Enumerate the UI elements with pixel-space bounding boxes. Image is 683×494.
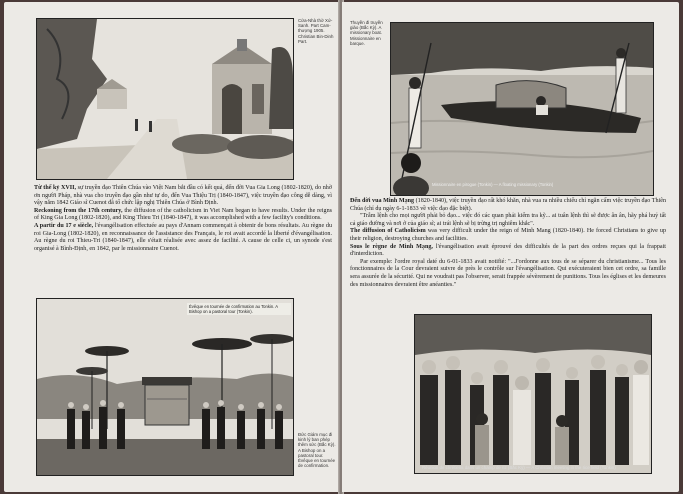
left-body-text: [34, 185, 332, 253]
procession-side-caption: Đức Giám mục đi kinh lý ban phép thêm sức (Bắc Kỳ). A Bishop on a pastoral tour. Évêque en tournée de confirmation.: [298, 432, 336, 469]
right-paragraph-vi: Đến đời vua Minh Mạng (1820-1840), việc truyền đạo rất khó khăn, nhà vua ra nhiều chiếu chỉ ngăn cấm việc truyền đạo Thiên Chúa (chỉ dụ ngày 6-1-1833 về việc đạo đặc biệt).: [350, 198, 666, 212]
right-paragraph-fr: Sous le règne de Minh Mạng, l'évangélisation avait éprouvé des difficultés de la part des ordres reçues qui la frappait d'interdiction.: [350, 243, 666, 258]
crowd-photo: [414, 314, 652, 474]
left-paragraph-en: Reckoning from the 17th century, the diffusion of the catholicism in Viet Nam began to have results. Under the reigns of King Gia Long (1802-1820), and King Thieu Tri (1840-1847), it was accomplished with a few facility's conditions.: [34, 207, 332, 222]
boat-bottom-caption: Missionnaire en pirogue (Tonkin) — A floating missionary (Tonkin): [432, 182, 554, 187]
boat-photo: [390, 22, 654, 196]
right-paragraph-vi-quote: "Trẫm lệnh cho mọi người phải bỏ đạo... việc đó các quan phải kiểm tra kỹ... ai tuân lệnh thì sẽ được ân ân, hãy phá huỷ tất cả giáo đường và nơi ở của giáo sĩ; ai trái lệnh sẽ bị trừng trị nghiêm khắc".: [350, 213, 666, 227]
right-body-text: [350, 198, 666, 289]
church-photo: [36, 18, 294, 180]
boat-photo-image: [391, 23, 653, 195]
left-paragraph-fr: A partir du 17 e siècle, l'évangélisation effectuée au pays d'Annam commençait à obtenir de bons résultats. Au règne du roi Gia-Long (1802-1820), en reconnaissance de l'assistance des Français, le roi avait accordé la liberté d'évangélisation. Au règne du roi Thieu-Tri (1840-1847), elle s'était réalisée avec assez de facilité. A cause de celle ci, un synode s'est organisé à Bình-Định, en 1842, par le missionnaire Cuenot.: [34, 222, 332, 252]
procession-inset-caption: Évêque en tournée de confirmation au Tonkin. A Bishop on a pastoral tour (Tonkin).: [187, 303, 291, 315]
boat-side-caption: Thuyền đi truyền giáo (Bắc Kỳ). A missionary boat. Missionnaire en barque.: [350, 20, 383, 46]
crowd-bottom-caption: Réunion de chrétiens dans un champ de riz (Bắc Kỳ) — A Christian meeting in the rice field (Tonkin): [422, 465, 616, 470]
church-photo-image: [37, 19, 293, 179]
right-page: [342, 2, 679, 492]
left-page: [4, 2, 340, 492]
church-photo-caption: Cửa-Nhà thờ Xứ-Sanh. Part Cam-thượng 1905. Christian Bin-Dinh Part.: [298, 18, 334, 44]
right-paragraph-en: The diffusion of Catholicism was very difficult under the reign of Minh Mang (1820-1840). He forced Christians to give up their religion, destroying churches and facilities.: [350, 228, 666, 242]
procession-photo-image: [37, 299, 293, 475]
crowd-photo-image: [415, 315, 651, 473]
left-paragraph-vi: Từ thế kỷ XVII, sự truyền đạo Thiên Chúa vào Việt Nam bắt đầu có kết quả, đến đời Vua Gia Long (1802-1820), do nhờ ơn người Pháp, nhà vua cho truyền đạo gần như tự do, đến Vua Thiệu Trị (1840-1847), việc truyền đạo công dễ dàng, vì vậy năm 1842 Giáo sĩ Cuenot đã tổ chức lập nghị Thiên Chúa ở Bình Định.: [34, 185, 333, 207]
procession-photo: [36, 298, 294, 476]
right-paragraph-fr2: Par exemple: l'ordre royal daté du 6-01-1833 avait notifié: "...J'ordonne aux tous de se séparer du christianisme... Tous les fonctionnaires de la Cour devraient suivre de près le contrôle sur l'évangélisation. Qui exécuteraient bien cet ordre, sa famille sera assurée de la sécurité. Qui ne voudrait pas l'observer, serait frappée sévèrement de punitions. Tous les églises et les demeures des missionnaires devraient être anéanties.": [350, 258, 666, 288]
